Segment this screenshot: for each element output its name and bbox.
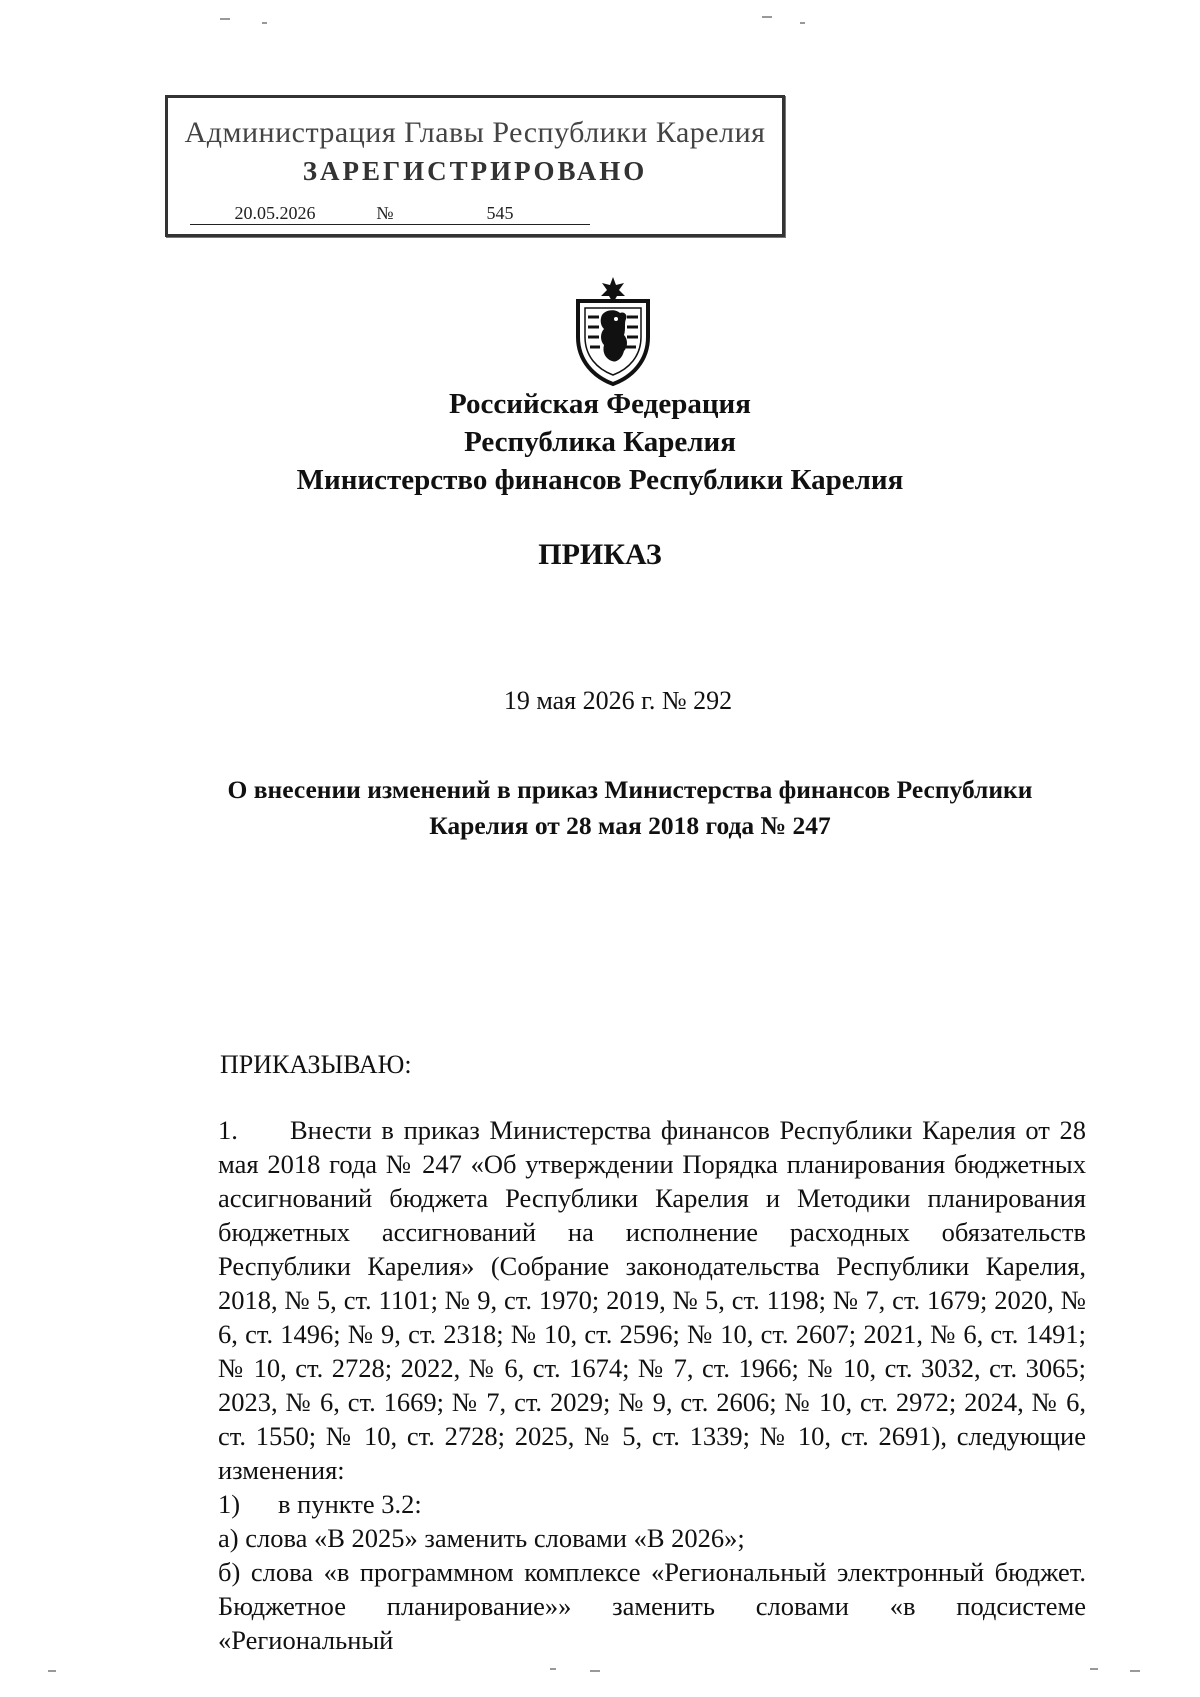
subitem-1-number: 1) [218,1489,241,1519]
subitem-1 [158,1487,1086,1521]
order-word: ПРИКАЗЫВАЮ: [220,1050,412,1079]
stamp-authority: Администрация Главы Республики Карелия [184,116,766,149]
item-1 [158,1113,1086,1487]
document-date-number: 19 мая 2026 г. № 292 [503,686,733,715]
subitem-b: б) слова «в программном комплексе «Региональный электронный бюджет. Бюджетное планирование»» заменить словами «в подсистеме «Региональный [218,1557,1086,1655]
stamp-date: 20.05.2026 [190,202,360,225]
subitem-1-text: в пункте 3.2: [278,1489,422,1519]
header-republic: Республика Карелия [464,426,736,458]
registration-stamp [165,95,785,237]
doc-type: ПРИКАЗ [538,538,662,571]
item-1-number: 1. [218,1115,238,1145]
coat-of-arms-emblem [572,275,654,387]
subitem-a: а) слова «В 2025» заменить словами «В 2026»; [218,1523,745,1553]
stamp-registered: ЗАРЕГИСТРИРОВАНО [302,156,648,186]
document-body [158,1113,1086,1657]
header-country: Российская Федерация [449,388,751,420]
header-ministry: Министерство финансов Республики Карелия [296,464,904,496]
stamp-registration-line [190,202,590,225]
stamp-number: 545 [410,202,590,225]
item-1-text: Внести в приказ Министерства финансов Республики Карелия от 28 мая 2018 года № 247 «Об утверждении Порядка планирования бюджетных ассигнований бюджета Республики Карелия и Методики планирования бюджетных ассигнований на исполнение расходных обязательств Республики Карелия» (Собрание законодательства Республики Карелия, 2018, № 5, ст. 1101; № 9, ст. 1970; 2019, № 5, ст. 1198; № 7, ст. 1679; 2020, № 6, ст. 1496; № 9, ст. 2318; № 10, ст. 2596; № 10, ст. 2607; 2021, № 6, ст. 1491; № 10, ст. 2728; 2022, № 6, ст. 1674; № 7, ст. 1966; № 10, ст. 3032, ст. 3065; 2023, № 6, ст. 1669; № 7, ст. 2029; № 9, ст. 2606; № 10, ст. 2972; 2024, № 6, ст. 1550; № 10, ст. 2728; 2025, № 5, ст. 1339; № 10, ст. 2691), следующие изменения: [218,1115,1086,1485]
document-title: О внесении изменений в приказ Министерства финансов Республики Карелия от 28 мая 2018 года № 247 [227,775,1033,840]
stamp-number-sign: № [360,202,410,225]
